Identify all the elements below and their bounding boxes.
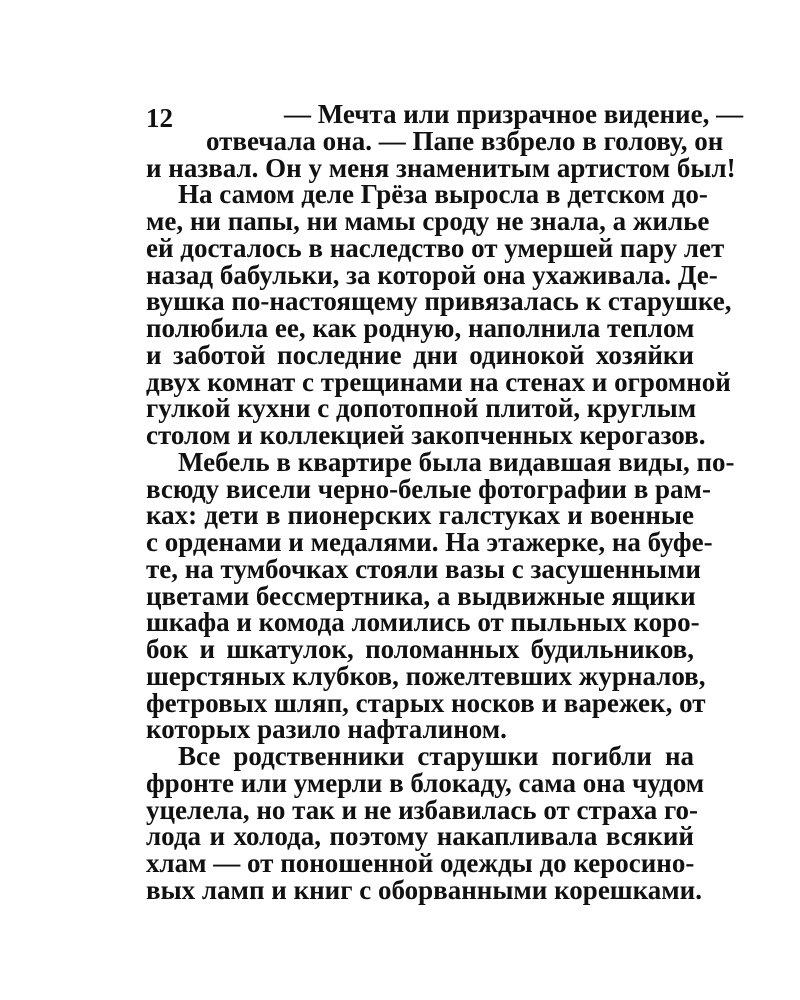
text-line: лода и холода, поэтому накапливала всякий [146,821,694,852]
text-line: которых разило нафталином. [146,714,507,745]
page-number: 12 [146,103,173,133]
text-line: всюду висели черно-белые фотографии в рам- [146,473,711,504]
text-line: цветами бессмертника, а выдвижные ящики [146,580,696,611]
text-line: двух комнат с трещинами на стенах и огромной [146,366,731,397]
text-line: — Мечта или призрачное видение, — [284,99,744,129]
text-line: Все родственники старушки погибли на [178,741,694,771]
text-line: шерстяных клубков, пожелтевших журналов, [146,660,706,691]
text-line: фронте или умерли в блокаду, сама она чудом [146,767,705,798]
text-line: и назвал. Он у меня знаменитым артистом был! [146,152,736,183]
text-line: гулкой кухни с допотопной плитой, круглым [146,393,697,424]
text-line: полюбила ее, как родную, наполнила теплом [146,313,695,343]
text-line: На самом деле Грёза выросла в детском до- [178,179,708,210]
text-line: вушка по-настоящему привязалась к старушке, [146,286,732,317]
text-line: ме, ни папы, ни мамы сроду не знала, а жилье [146,206,710,236]
text-line: ках: дети в пионерских галстуках и военные [146,500,694,531]
text-line: фетровых шляп, старых носков и варежек, от [146,687,706,718]
text-line: столом и коллекцией закопченных керогазов. [146,420,706,450]
text-line: Мебель в квартире была видавшая виды, по- [178,446,735,477]
text-line: хлам — от поношенной одежды до керосино- [146,848,695,878]
text-line: те, на тумбочках стояли вазы с засушенными [146,553,701,584]
text-line: ей досталось в наследство от умершей пару лет [146,232,725,263]
text-line: и заботой последние дни одинокой хозяйки [146,339,694,370]
text-line: шкафа и комода ломились от пыльных коро- [146,607,700,638]
text-line: с орденами и медалями. На этажерке, на буфе- [146,527,713,557]
text-line: уцелела, но так и не избавилась от страха го- [146,794,699,825]
text-line: бок и шкатулок, поломанных будильников, [146,634,694,664]
text-line: вых ламп и книг с оборванными корешками. [146,874,702,905]
text-line: назад бабульки, за которой она ухаживала. Де- [146,259,718,290]
page-text [146,99,744,905]
text-line: отвечала она. — Папе взбрело в голову, он [206,125,724,156]
